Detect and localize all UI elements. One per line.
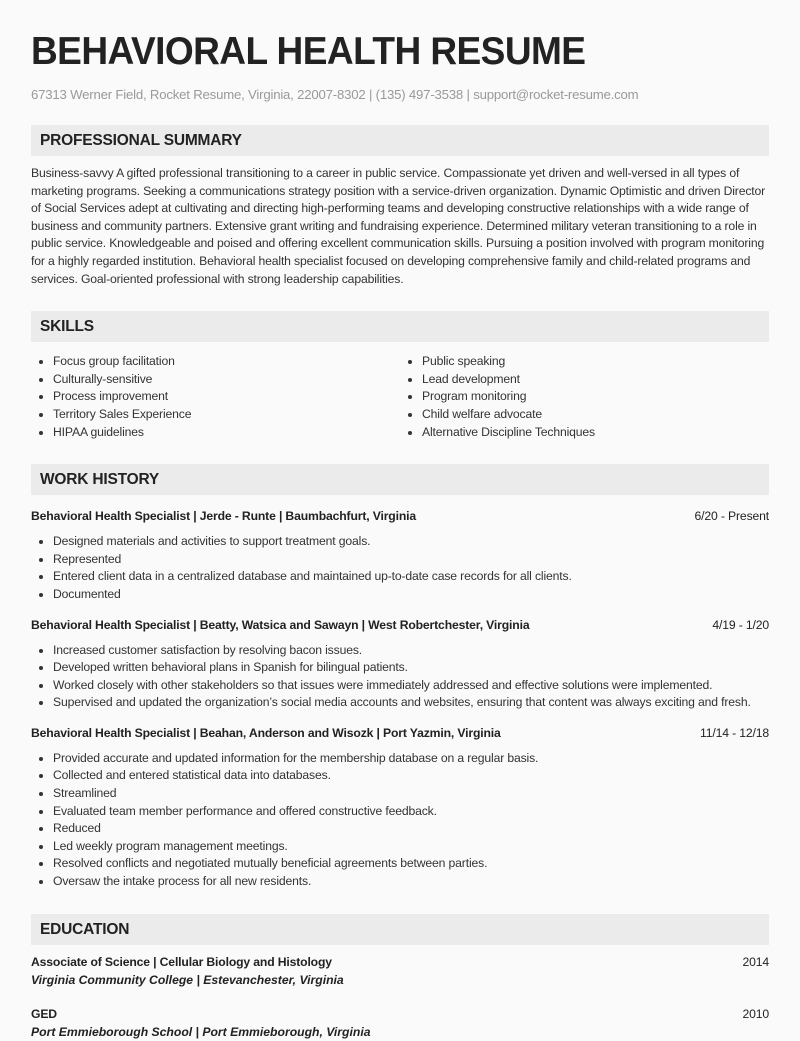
job-bullet: Entered client data in a centralized database and maintained up-to-date case records for all clients.: [31, 568, 769, 586]
skills-column-left: [31, 353, 400, 441]
education-year: 2014: [742, 954, 769, 969]
skill-item: Program monitoring: [400, 388, 769, 406]
education-header: [31, 954, 769, 971]
skill-item: HIPAA guidelines: [31, 424, 400, 442]
skill-item: Public speaking: [400, 353, 769, 371]
education-degree: GED: [31, 1006, 57, 1021]
job-dates: 6/20 - Present: [694, 509, 769, 524]
job-entry: [31, 508, 769, 603]
job-header: [31, 617, 769, 634]
job-bullet: Streamlined: [31, 785, 769, 803]
skill-item: Culturally-sensitive: [31, 371, 400, 389]
job-bullet: Worked closely with other stakeholders so that issues were immediately addressed and effective solutions were implemented.: [31, 677, 769, 695]
job-bullet: Designed materials and activities to support treatment goals.: [31, 533, 769, 551]
skills-column-right: [400, 353, 769, 441]
job-title: Behavioral Health Specialist | Beatty, Watsica and Sawayn | West Robertchester, Virginia: [31, 617, 530, 632]
skill-item: Process improvement: [31, 388, 400, 406]
skill-item: Child welfare advocate: [400, 406, 769, 424]
education-header: [31, 1006, 769, 1023]
resume-title: BEHAVIORAL HEALTH RESUME: [31, 30, 586, 73]
job-bullet: Evaluated team member performance and offered constructive feedback.: [31, 803, 769, 821]
job-bullet: Reduced: [31, 820, 769, 838]
skill-item: Focus group facilitation: [31, 353, 400, 371]
education-list: [31, 954, 769, 1041]
job-bullet: Developed written behavioral plans in Spanish for bilingual patients.: [31, 659, 769, 677]
job-bullets: [31, 642, 769, 712]
job-entry: [31, 617, 769, 712]
section-header-work-history: WORK HISTORY: [31, 464, 769, 495]
job-header: [31, 725, 769, 742]
job-bullet: Provided accurate and updated information for the membership database on a regular basis.: [31, 750, 769, 768]
education-entry: [31, 1006, 769, 1041]
work-history-list: [31, 508, 769, 891]
education-degree: Associate of Science | Cellular Biology and Histology: [31, 954, 332, 969]
job-dates: 4/19 - 1/20: [712, 617, 769, 632]
section-header-summary: PROFESSIONAL SUMMARY: [31, 125, 769, 156]
education-school: Port Emmieborough School | Port Emmieborough, Virginia: [31, 1024, 371, 1039]
job-bullet: Oversaw the intake process for all new residents.: [31, 873, 769, 891]
section-header-education: EDUCATION: [31, 914, 769, 945]
skill-item: Alternative Discipline Techniques: [400, 424, 769, 442]
job-title: Behavioral Health Specialist | Beahan, Anderson and Wisozk | Port Yazmin, Virginia: [31, 725, 501, 740]
job-dates: 11/14 - 12/18: [700, 725, 769, 740]
skill-item: Lead development: [400, 371, 769, 389]
job-bullet: Led weekly program management meetings.: [31, 838, 769, 856]
job-bullet: Increased customer satisfaction by resolving bacon issues.: [31, 642, 769, 660]
section-header-skills: SKILLS: [31, 311, 769, 342]
job-header: [31, 508, 769, 525]
job-entry: [31, 725, 769, 891]
job-bullet: Represented: [31, 551, 769, 569]
job-bullets: [31, 533, 769, 603]
job-bullet: Supervised and updated the organization’s social media accounts and websites, ensuring that content was always exciting and fresh.: [31, 694, 769, 712]
job-bullet: Documented: [31, 586, 769, 604]
job-title: Behavioral Health Specialist | Jerde - Runte | Baumbachfurt, Virginia: [31, 509, 416, 524]
job-bullet: Resolved conflicts and negotiated mutually beneficial agreements between parties.: [31, 855, 769, 873]
skill-item: Territory Sales Experience: [31, 406, 400, 424]
contact-info: 67313 Werner Field, Rocket Resume, Virginia, 22007-8302 | (135) 497-3538 | support@rocket-resume.com: [31, 87, 639, 102]
education-school: Virginia Community College | Estevanchester, Virginia: [31, 972, 344, 987]
summary-text: Business-savvy A gifted professional transitioning to a career in public service. Compassionate yet driven and well-versed in all types of marketing programs. Seeking a communications strategy position with a service-driven organization. Dynamic Optimistic and driven Director of Social Services adept at cultivating and directing high-performing teams and developing constructive relationships with a wide range of business and community partners. Extensive grant writing and fundraising experience. Determined military veteran transitioning to a role in public service. Knowledgeable and poised and offering excellent communication skills. Pursuing a position involved with program monitoring for a highly regarded institution. Behavioral health specialist focused on developing comprehensive family and child-related programs and services. Goal-oriented professional with strong leadership capabilities.: [31, 166, 766, 286]
skills-list: [31, 353, 769, 441]
education-year: 2010: [742, 1006, 769, 1021]
job-bullets: [31, 750, 769, 891]
job-bullet: Collected and entered statistical data into databases.: [31, 767, 769, 785]
education-entry: [31, 954, 769, 989]
